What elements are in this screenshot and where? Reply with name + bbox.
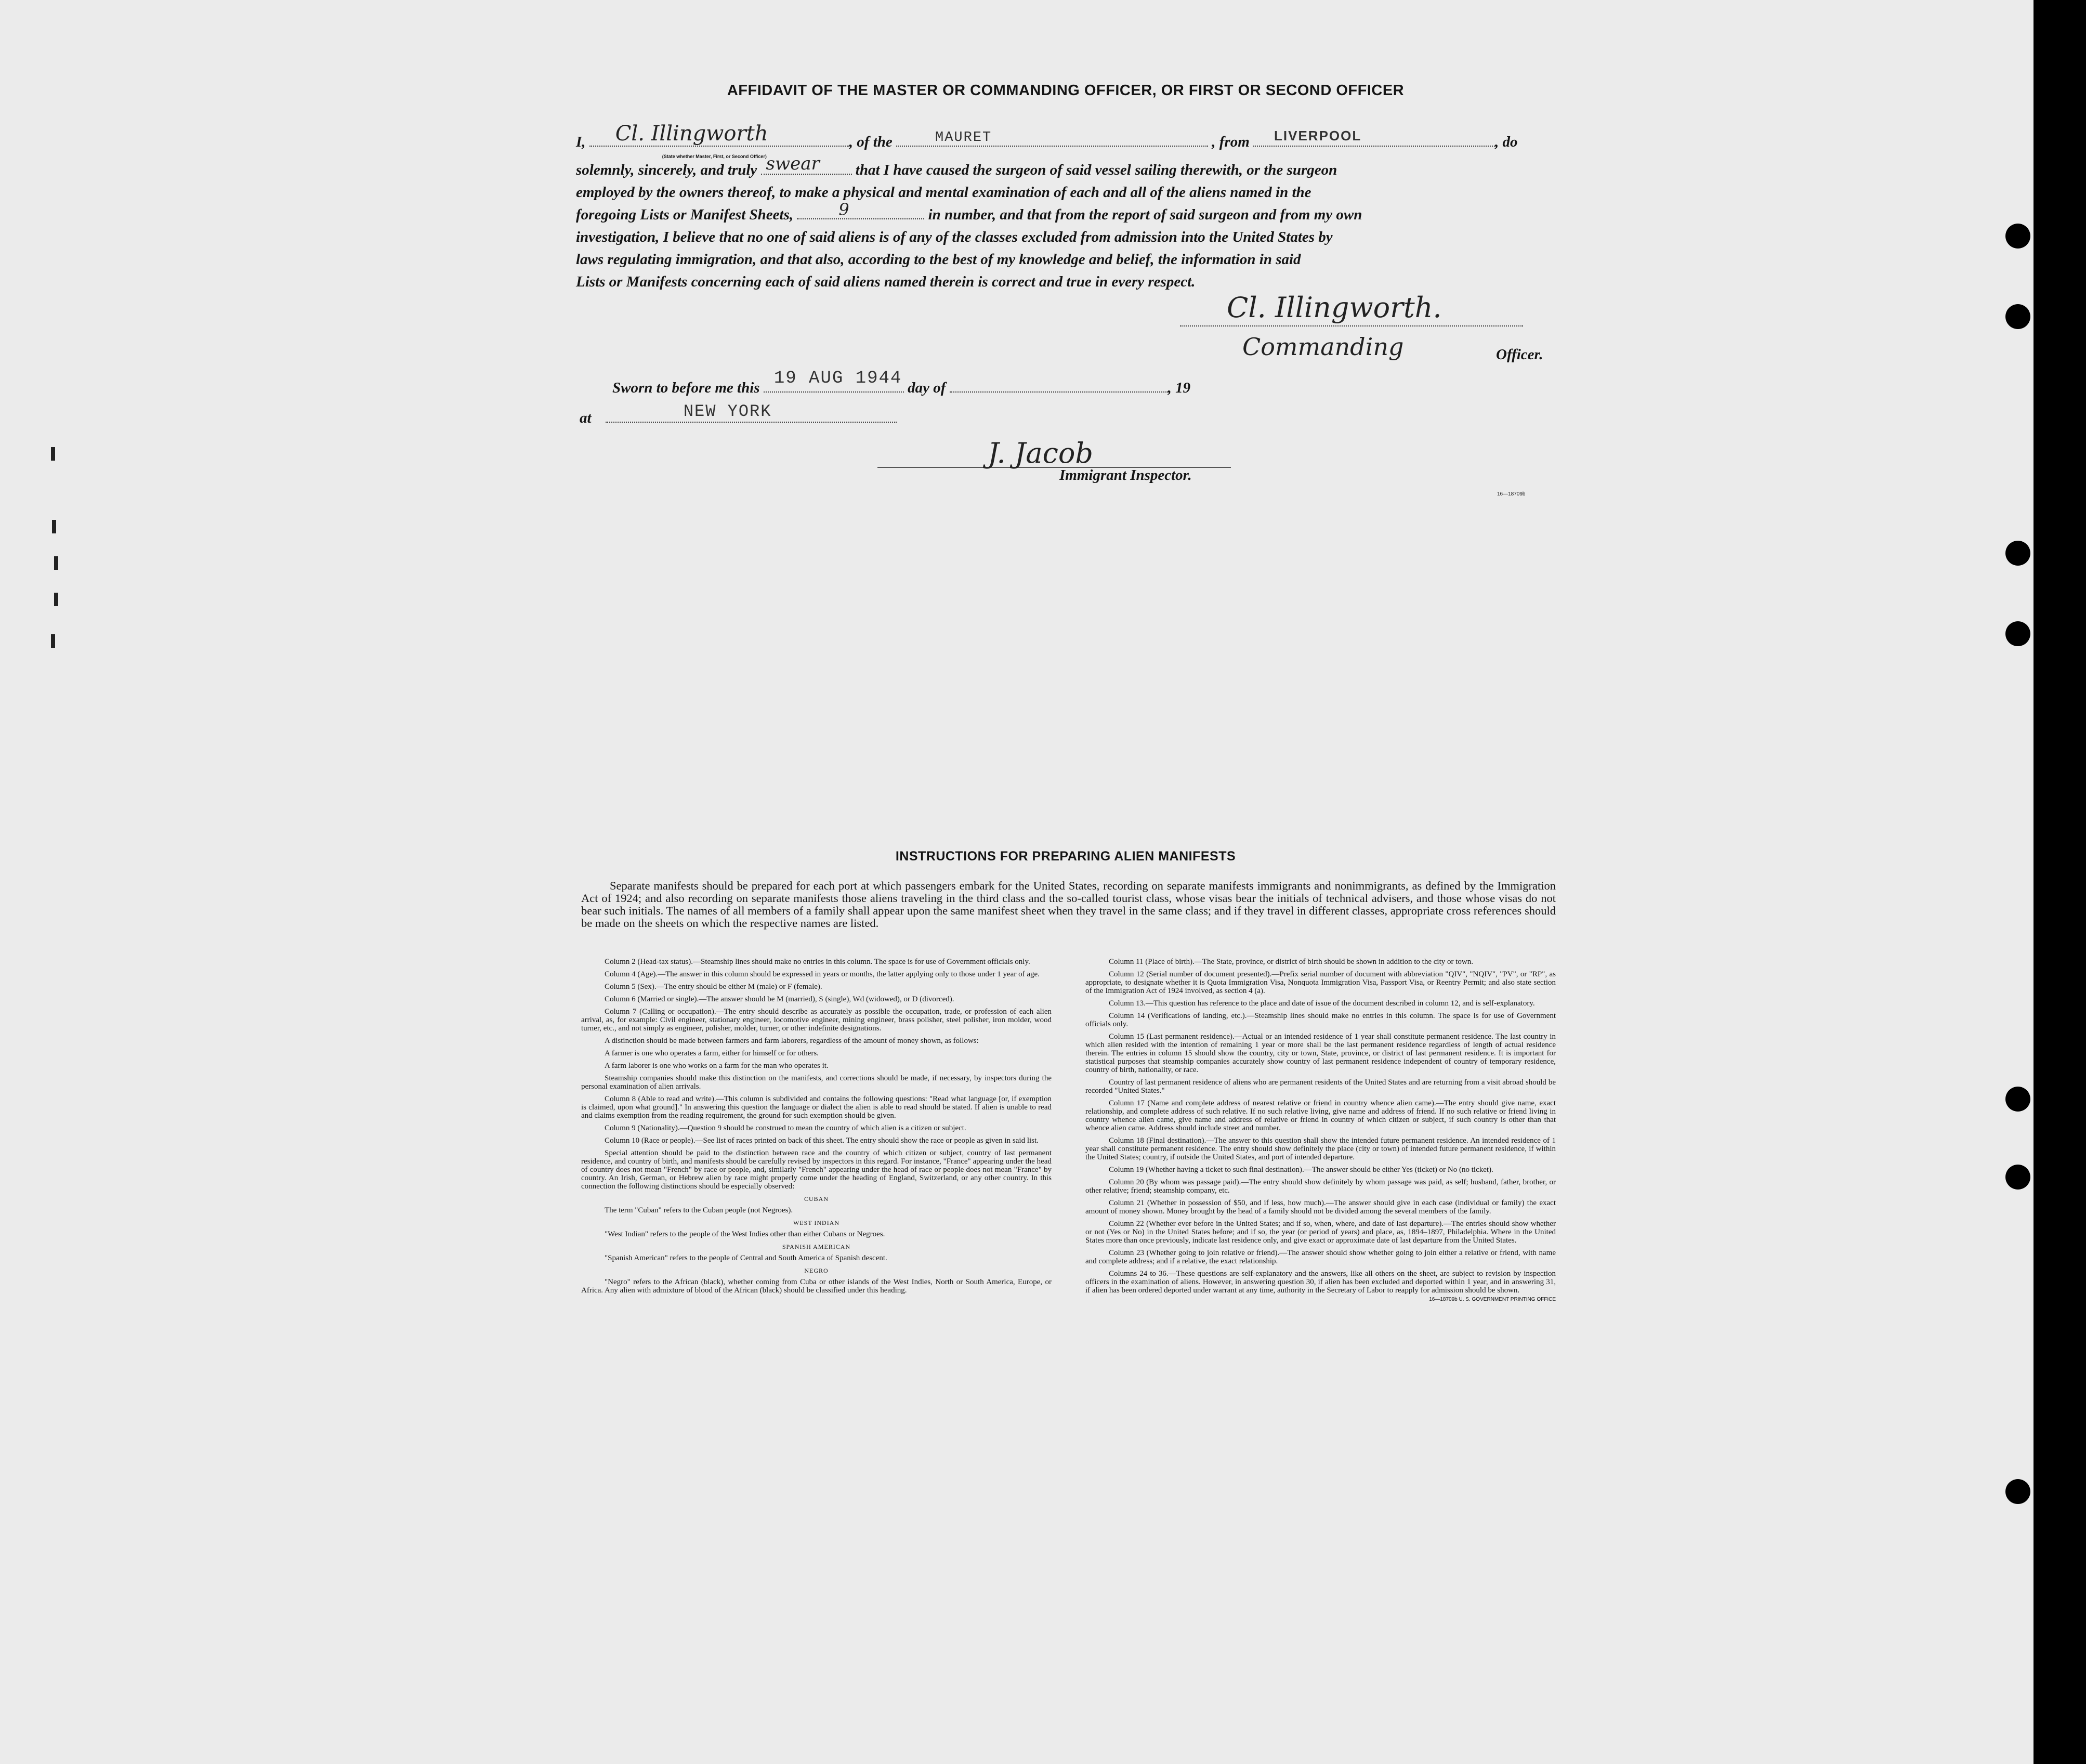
instruction-paragraph: Steamship companies should make this distinction on the manifests, and corrections should be made, if necessary, by inspectors during the personal examination of alien arrivals. (581, 1074, 1052, 1091)
punch-hole (2005, 304, 2030, 329)
affidavit-title: AFFIDAVIT OF THE MASTER OR COMMANDING OFFICER, OR FIRST OR SECOND OFFICER (727, 82, 1405, 99)
place-field (606, 402, 897, 423)
margin-tick (54, 556, 58, 570)
margin-tick (51, 447, 55, 461)
at-line: at NEW YORK (580, 408, 897, 427)
rank-note: (State whether Master, First, or Second Officer) (662, 154, 767, 159)
instruction-paragraph: Column 20 (By whom was passage paid).—The entry should show definitely by whom passage was paid, as self; husband, father, brother, or other relative; friend; steamship company, etc. (1085, 1178, 1556, 1195)
instruction-paragraph: Column 14 (Verifications of landing, etc.).—Steamship lines should make no entries in this column. The space is for use of Government officials only. (1085, 1012, 1556, 1028)
master-signature: Cl. Illingworth. (1227, 291, 1442, 324)
inspector-signature: J. Jacob (988, 437, 1093, 469)
spanish-american-text: "Spanish American" refers to the people of Central and South America of Spanish descent. (605, 1254, 887, 1262)
instruction-paragraph: Special attention should be paid to the distinction between race and the country of which citizen or subject, country of last permanent residence, and country of birth, and manifests should be carefully revised by inspectors in this regard. For instance, "France" appearing under the head of country does not mean "French" by race or people, and, similarly "French" appearing under the head of race or people does not mean "France" by country. An Irish, German, or Hebrew alien by race might properly come under the heading of England, Switzerland, or any other country. In this connection the following distinctions should be especially observed: (581, 1149, 1052, 1191)
margin-tick (52, 520, 56, 533)
swear-field (761, 153, 852, 175)
instruction-paragraph: Column 19 (Whether having a ticket to such final destination).—The answer should be either Yes (ticket) or No (no ticket). (1109, 1166, 1493, 1174)
instruction-paragraph: A distinction should be made between farmers and farm laborers, regardless of the amount of money shown, as follows: (605, 1037, 979, 1045)
instruction-paragraph: Column 7 (Calling or occupation).—The entry should describe as accurately as possible the occupation, trade, or profession of each alien arrival, as, for example: Civil engineer, stationary engineer, locomotive engineer, mining engineer, brass polisher, steel polisher, iron molder, wood turner, etc., and not simply as engineer, polisher, molder, turner, or other indefinite designations. (581, 1008, 1052, 1033)
form-code: 16—18709b (1497, 491, 1526, 497)
sworn-line: Sworn to before me this 19 AUG 1944 day of , 19 (612, 369, 1191, 396)
instruction-paragraph: Column 2 (Head-tax status).—Steamship lines should make no entries in this column. The space is for use of Government officials only. (605, 958, 1030, 966)
punch-hole (2005, 1165, 2030, 1190)
affidavit-line-1: I, Cl. Illingworth (State whether Master, First, or Second Officer) , of the MAURET , from LIVERPOOL , do (576, 131, 1558, 153)
officer-signature: Cl. Illingworth (615, 122, 768, 146)
punch-hole (2005, 541, 2030, 566)
ship-name-field (896, 132, 1208, 147)
instruction-paragraph: A farmer is one who operates a farm, either for himself or for others. (605, 1049, 819, 1057)
instruction-paragraph: Column 4 (Age).—The answer in this column should be expressed in years or months, the latter applying only to those under 1 year of age. (605, 970, 1040, 978)
margin-tick (51, 634, 55, 648)
instruction-paragraph: Column 12 (Serial number of document presented).—Prefix serial number of document with abbreviation "QIV", "NQIV", "PV", or "RP", as appropriate, to designate whether it is Quota Immigration Visa, Nonquota Immigration Visa, Passport Visa, or Reentry Permit; and also state section of the Immigration Act of 1924 involved, as section 4 (a). (1085, 970, 1556, 995)
west-indian-heading: WEST INDIAN (793, 1219, 840, 1226)
west-indian-text: "West Indian" refers to the people of the West Indies other than either Cubans or Negroes. (605, 1230, 885, 1238)
affidavit-line-2: solemnly, sincerely, and truly swear that I have caused the surgeon of said vessel sailing therewith, or the surgeon (576, 153, 1337, 178)
instruction-paragraph: Column 6 (Married or single).—The answer should be M (married), S (single), Wd (widowed), or D (divorced). (605, 995, 954, 1003)
ship-name-stamp: MAURET (935, 130, 992, 146)
affidavit-line-7: Lists or Manifests concerning each of said aliens named therein is correct and true in every respect. (576, 273, 1196, 290)
negro-text: "Negro" refers to the African (black), whether coming from Cuba or other islands of the West Indies, North or South America, Europe, or Africa. Any alien with admixture of blood of the African (black) should be classified under this heading. (581, 1278, 1052, 1295)
sworn-date-field (764, 369, 904, 393)
sheet-count: 9 (838, 200, 849, 219)
instruction-paragraph: A farm laborer is one who works on a farm for the man who operates it. (605, 1062, 829, 1070)
affidavit-line-5: investigation, I believe that no one of said aliens is of any of the classes excluded from admission into the United States by (576, 229, 1333, 245)
affidavit-line-3: employed by the owners thereof, to make a physical and mental examination of each and all of the aliens named in the (576, 184, 1311, 201)
cuban-text: The term "Cuban" refers to the Cuban people (not Negroes). (605, 1206, 793, 1214)
port-field (1253, 128, 1495, 147)
role-handwritten: Commanding (1242, 333, 1404, 361)
date-stamp: 19 AUG 1944 (773, 369, 902, 388)
instruction-paragraph: Column 10 (Race or people).—See list of races printed on back of this sheet. The entry should show the race or people as given in said list. (605, 1136, 1039, 1145)
cuban-heading: CUBAN (804, 1195, 829, 1203)
instruction-paragraph: Column 5 (Sex).—The entry should be either M (male) or F (female). (605, 983, 822, 991)
instruction-paragraph: Column 15 (Last permanent residence).—Actual or an intended residence of 1 year shall constitute permanent residence. The last country in which alien resided with the intention of remaining 1 year or more shall be the last permanent residence regardless of length of actual residence therein. The entries in column 15 should show the country, city or town, State, province, or district of last permanent residence. It is important for statistical purposes that steamship companies accurately show country of last permanent residence independent of country of temporary residence, country of birth, nationality, or race. (1085, 1033, 1556, 1074)
instruction-paragraph: Column 13.—This question has reference to the place and date of issue of the document described in column 12, and is self-explanatory. (1109, 999, 1535, 1008)
sheet-count-field (797, 200, 924, 219)
instruction-paragraph: Column 18 (Final destination).—The answer to this question shall show the intended future permanent residence. An intended residence of 1 year shall constitute permanent residence. The entry should show definitely the place (city or town) of intended future permanent residence, if within the United States; country, if outside the United States, and port of intended departure. (1085, 1136, 1556, 1161)
instruction-paragraph: Column 23 (Whether going to join relative or friend).—The answer should show whether going to join either a relative or friend, with name and complete address; and if a relative, the exact relationship. (1085, 1249, 1556, 1265)
inspector-label: Immigrant Inspector. (1059, 467, 1192, 484)
punch-hole (2005, 224, 2030, 249)
affidavit-line-4: foregoing Lists or Manifest Sheets, 9 in number, and that from the report of said surgeon and from my own (576, 200, 1362, 223)
swear-handwritten: swear (766, 153, 820, 174)
printing-office: 16—18709b U. S. GOVERNMENT PRINTING OFFICE (1429, 1297, 1556, 1302)
instruction-paragraph: Column 9 (Nationality).—Question 9 should be construed to mean the country of which alien is a citizen or subject. (605, 1124, 966, 1132)
instruction-paragraph: Column 21 (Whether in possession of $50, and if less, how much).—The answer should give in each case (individual or family) the exact amount of money shown. Money brought by the head of a family should not be divided among the several members of the family. (1085, 1199, 1556, 1216)
punch-hole (2005, 1479, 2030, 1504)
officer-name-field (589, 122, 849, 159)
affidavit-line-6: laws regulating immigration, and that also, according to the best of my knowledge and belief, the information in said (576, 251, 1301, 268)
instructions-intro: Separate manifests should be prepared for each port at which passengers embark for the United States, recording on separate manifests immigrants and nonimmigrants, as defined by the Immigration Act of 1924; and also recording on separate manifests those aliens traveling in the third class and the so-called tourist class, whose visas bear the initials of technical advisers, and those whose visas do not bear such initials. The names of all members of a family shall appear upon the same manifest sheet when they travel in the same class; and if they travel in different classes, appropriate cross references should be made on the sheets on which the respective names are listed. (581, 879, 1556, 930)
instruction-paragraph: Column 17 (Name and complete address of nearest relative or friend in country whence alien came).—The entry should give name, exact relationship, and complete address of such relative. If no such relative living, give name and address of friend. If no such relative or friend living in country whence alien came, give name and address of relative or friend in country of which citizen or subject, if such country is other than that whence alien came. Address should include street and number. (1085, 1099, 1556, 1132)
margin-tick (54, 593, 58, 606)
negro-heading: NEGRO (804, 1267, 829, 1274)
punch-hole (2005, 1087, 2030, 1112)
officer-label: Officer. (1496, 346, 1543, 363)
instruction-paragraph: Columns 24 to 36.—These questions are self-explanatory and the answers, like all others on the sheet, are subject to revision by inspection officers in the examination of aliens. However, in answering question 30, if alien has been excluded and deported within 1 year, and in answering 31, if alien has been ordered deported under warrant at any time, authority in the Secretary of Labor to reapply for admission should be shown. (1085, 1270, 1556, 1295)
instructions-title: INSTRUCTIONS FOR PREPARING ALIEN MANIFESTS (895, 849, 1236, 864)
instruction-paragraph: Country of last permanent residence of aliens who are permanent residents of the United States and are returning from a visit abroad should be recorded "United States." (1085, 1078, 1556, 1095)
month-field (950, 378, 1168, 393)
punch-hole (2005, 621, 2030, 646)
instruction-paragraph: Column 22 (Whether ever before in the United States; and if so, when, where, and date of last departure).—The entries should show whether or not (Yes or No) in the United States before; and if so, the year (or period of years) and place, as, 1894–1897, Philadelphia. Where in the United States more than once previously, indicate last residence only, and give exact or approximate date of last departure from the United States. (1085, 1220, 1556, 1245)
instruction-paragraph: Column 8 (Able to read and write).—This column is subdivided and contains the following questions: "Read what language [or, if exemption is claimed, upon what ground]." In answering this question the language or dialect the alien is able to read should be stated. If alien is unable to read and claims exemption from the reading requirement, the ground for such exemption should be given. (581, 1095, 1052, 1120)
place-stamp: NEW YORK (683, 402, 772, 421)
spanish-american-heading: SPANISH AMERICAN (782, 1243, 851, 1250)
port-stamp: LIVERPOOL (1274, 128, 1362, 143)
instructions-right-column (1085, 958, 1556, 1308)
instructions-left-column (581, 958, 1052, 1299)
instruction-paragraph: Column 11 (Place of birth).—The State, province, or district of birth should be shown in addition to the city or town. (1109, 958, 1473, 966)
